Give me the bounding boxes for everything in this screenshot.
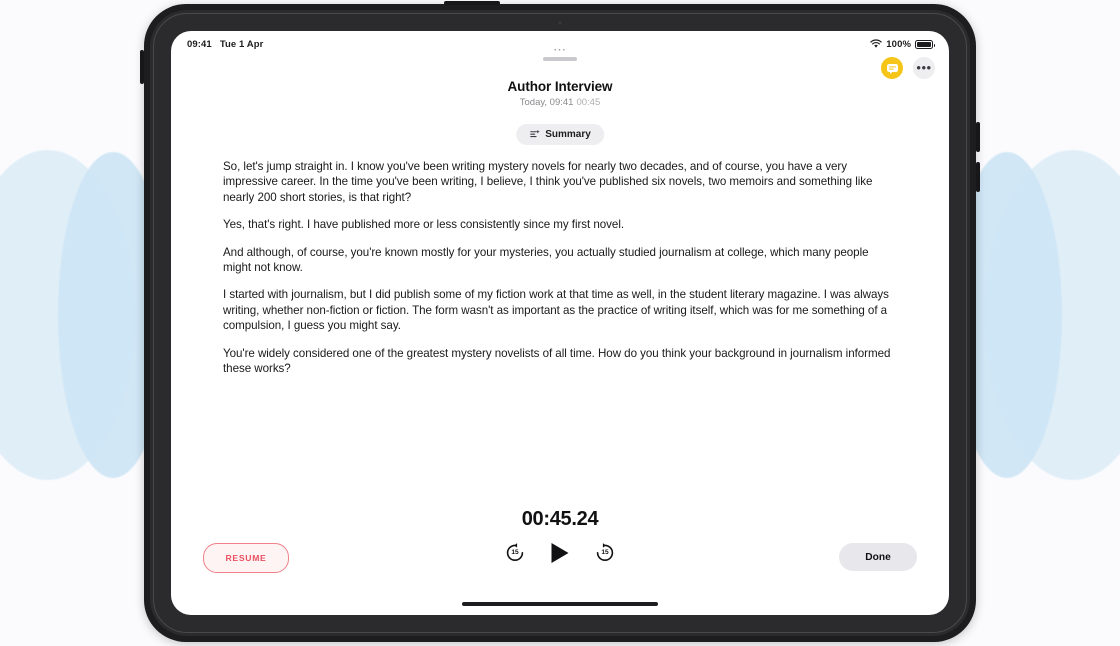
battery-icon — [915, 40, 933, 49]
recording-date: Today, 09:41 — [519, 97, 574, 108]
volume-down-button[interactable] — [976, 162, 980, 192]
transcript-paragraph: I started with journalism, but I did publish some of my fiction work at that time as well, in the student literary magazine. I was always writing, whether non-fiction or fiction. The form wasn't as important as the practice of writing itself, which was for me something of a compulsion, I guess you might say. — [223, 288, 889, 333]
transcript-body[interactable] — [223, 159, 897, 495]
pencil-attach-strip — [140, 50, 144, 84]
resume-button[interactable] — [203, 543, 289, 573]
status-date: Tue 1 Apr — [219, 38, 264, 50]
battery-percent-label: 100% — [886, 38, 911, 50]
transcript-paragraph: Yes, that's right. I have published more or less consistently since my first novel. — [223, 218, 625, 232]
home-indicator[interactable] — [462, 602, 658, 606]
battery-fill — [917, 42, 931, 47]
transcript-paragraph: And although, of course, you're known mostly for your mysteries, you actually studied journalism at college, which many people might not know. — [223, 245, 869, 275]
transcript-bubble-icon[interactable] — [881, 57, 903, 79]
battery-cap — [934, 44, 936, 47]
transport-controls — [505, 542, 616, 563]
volume-up-button[interactable] — [976, 122, 980, 152]
page-title: Author Interview — [507, 79, 613, 94]
front-camera-icon — [557, 20, 563, 26]
top-right-actions — [881, 57, 935, 79]
recording-meta — [171, 97, 949, 108]
sheet-grabber-handle[interactable] — [543, 57, 577, 61]
play-button[interactable] — [552, 543, 569, 563]
tablet-device — [144, 4, 976, 642]
playback-controls — [171, 543, 949, 579]
skip-forward-15-icon[interactable] — [595, 542, 616, 563]
sparkle-summary-icon — [529, 129, 540, 140]
recording-duration: 00:45 — [576, 97, 601, 108]
status-bar-right — [870, 39, 933, 50]
window-drag-dots-icon[interactable]: ⋯ — [553, 42, 567, 57]
more-ellipsis-icon[interactable] — [913, 57, 935, 79]
summary-chip-label: Summary — [545, 129, 591, 140]
device-bezel — [150, 10, 970, 636]
resume-button-label: RESUME — [225, 553, 267, 563]
playback-timecode: 00:45.24 — [521, 508, 599, 530]
status-time: 09:41 — [187, 38, 212, 50]
skip-back-15-icon[interactable] — [505, 542, 526, 563]
status-bar-left — [187, 39, 263, 50]
wifi-icon — [870, 39, 882, 49]
recording-header — [171, 79, 949, 108]
transcript-paragraph: So, let's jump straight in. I know you've been writing mystery novels for nearly two decades, and of course, you have a very impressive career. In the time you've been writing, I believe, I think you've published six novels, two memoirs and something like nearly 200 short stories, is that right? — [223, 160, 873, 204]
transcript-paragraph: You're widely considered one of the greatest mystery novelists of all time. How do you think your background in journalism informed these works? — [223, 346, 891, 376]
done-button-label: Done — [865, 551, 891, 563]
skip-forward-label: 15 — [601, 548, 609, 556]
device-screen — [171, 31, 949, 615]
power-button[interactable] — [444, 1, 500, 5]
done-button[interactable] — [839, 543, 917, 571]
more-ellipsis-glyph: ••• — [916, 60, 932, 75]
skip-back-label: 15 — [511, 548, 519, 556]
transcript-glyph-icon — [886, 62, 899, 75]
summary-chip-button[interactable] — [516, 124, 604, 145]
